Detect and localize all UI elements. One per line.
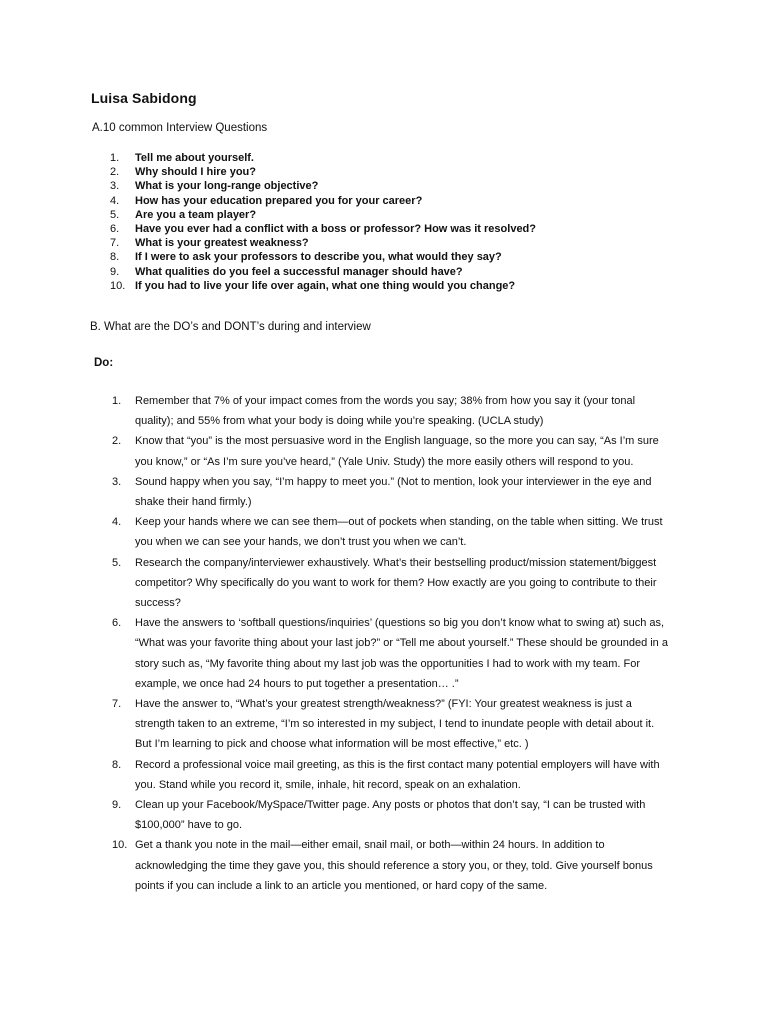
list-item [112,553,672,614]
dos-list [112,391,672,896]
item-number: 10. [110,279,126,292]
item-number: 7. [112,698,122,711]
list-item [112,391,672,431]
item-text: Research the company/interviewer exhaustively. What’s their bestselling product/mission statement/biggest competitor? Why specifically do you want to work for them? How exactly are you going to contribute to their success? [135,556,657,610]
question-text: Are you a team player? [135,208,257,221]
do-label: Do: [94,357,114,369]
list-item [110,236,536,250]
question-text: How has your education prepared you for your career? [135,194,423,207]
item-text: Remember that 7% of your impact comes from the words you say; 38% from how you say it (your tonal quality); and 55% from what your body is doing while you’re speaking. (UCLA study) [135,395,636,428]
list-item [110,194,536,208]
item-number: 5. [112,556,122,569]
list-item [110,165,536,179]
list-item [110,265,536,279]
list-item [110,179,536,193]
list-item [112,694,672,755]
item-number: 9. [110,265,120,278]
list-item [112,431,672,471]
list-item [112,472,672,512]
item-number: 3. [112,475,122,488]
item-text: Have the answers to ‘softball questions/inquiries’ (questions so big you don’t know what to swing at) such as, “What was your favorite thing about your last job?” or “Tell me about yourself.” These should be grounded in a story such as, “My favorite thing about my last job was the opportunities I had to work with my team. For example, we once had 24 hours to put together a presentation… .” [135,617,668,690]
list-item [112,755,672,795]
interview-questions-list [110,151,536,293]
item-number: 9. [112,799,122,812]
list-item [112,512,672,552]
list-item [110,250,536,264]
item-number: 5. [110,208,120,221]
question-text: If I were to ask your professors to describe you, what would they say? [135,251,502,264]
item-text: Have the answer to, “What’s your greatest strength/weakness?” (FYI: Your greatest weakness is just a strength taken to an extreme, “I’m so interested in my subject, I tend to inundate people with detail about it. But I’m learning to pick and choose what information will be most effective,” etc. ) [135,698,655,751]
item-number: 2. [110,166,120,179]
list-item [112,835,672,896]
list-item [110,279,536,293]
item-number: 7. [110,237,120,250]
item-number: 6. [112,617,122,630]
section-b-heading: B. What are the DO’s and DONT’s during and interview [90,321,371,333]
question-text: Have you ever had a conflict with a boss or professor? How was it resolved? [135,222,536,235]
item-number: 8. [112,758,122,771]
list-item [110,208,536,222]
item-text: Record a professional voice mail greeting, as this is the first contact many potential employers will have with you. Stand while you record it, smile, inhale, hit record, speak on an exhalation. [135,758,660,791]
question-text: Tell me about yourself. [135,152,254,164]
item-number: 6. [110,222,120,235]
question-text: If you had to live your life over again, what one thing would you change? [135,279,516,292]
list-item [112,795,672,835]
list-item [112,613,672,694]
item-number: 8. [110,251,120,264]
section-a-heading: A.10 common Interview Questions [92,122,268,134]
item-number: 2. [112,435,122,448]
item-number: 10. [112,839,128,852]
question-text: Why should I hire you? [135,166,256,179]
list-item [110,222,536,236]
item-text: Sound happy when you say, “I’m happy to meet you.” (Not to mention, look your interviewer in the eye and shake their hand firmly.) [135,475,652,509]
question-text: What qualities do you feel a successful manager should have? [135,265,463,278]
item-number: 4. [110,194,120,207]
item-number: 4. [112,516,122,529]
item-text: Clean up your Facebook/MySpace/Twitter page. Any posts or photos that don’t say, “I can be trusted with $100,000” have to go. [135,799,646,832]
item-number: 1. [110,152,120,164]
item-text: Get a thank you note in the mail—either email, snail mail, or both—within 24 hours. In addition to acknowledging the time they gave you, this should reference a story you, or they, told. Give yourself bonus points if you can include a link to an article you mentioned, or hard copy of the same. [135,839,653,892]
item-text: Keep your hands where we can see them—out of pockets when standing, on the table when sitting. We trust you when we can see your hands, we don’t trust you when we can’t. [135,516,663,549]
item-text: Know that “you” is the most persuasive word in the English language, so the more you can say, “As I’m sure you know,” or “As I’m sure you’ve heard,” (Yale Univ. Study) the more easily others will respond to you. [135,435,659,468]
question-text: What is your greatest weakness? [135,237,309,250]
list-item [110,151,536,165]
item-number: 1. [112,395,122,407]
author-name: Luisa Sabidong [91,90,197,106]
item-number: 3. [110,180,120,193]
question-text: What is your long-range objective? [135,180,319,193]
